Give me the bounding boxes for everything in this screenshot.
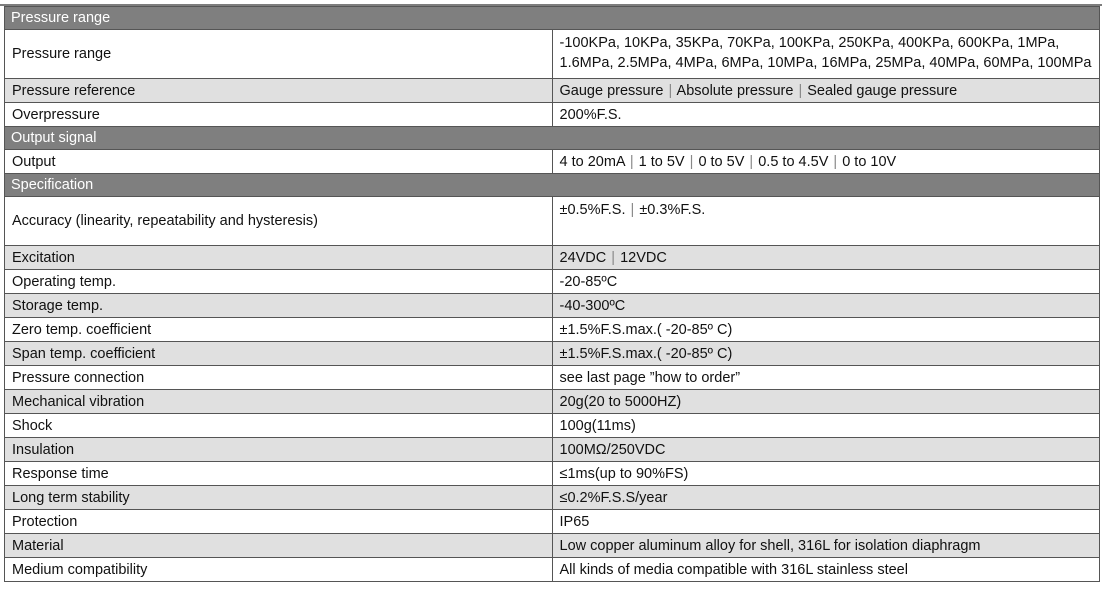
spec-value-cell (552, 558, 1100, 582)
spec-label: Shock (5, 414, 553, 438)
spec-row (5, 558, 1100, 582)
spec-value: IP65 (559, 513, 590, 530)
value-separator: | (629, 153, 634, 170)
spec-label: Storage temp. (5, 294, 553, 318)
spec-value: -20-85ºC (559, 273, 618, 290)
value-separator: | (689, 153, 694, 170)
spec-row (5, 197, 1100, 246)
spec-label: Operating temp. (5, 270, 553, 294)
value-separator: | (630, 202, 635, 218)
value-separator: | (668, 82, 673, 99)
spec-value: ±0.3%F.S. (639, 202, 706, 218)
spec-row (5, 150, 1100, 174)
spec-value: 0 to 10V (842, 153, 897, 170)
spec-row (5, 486, 1100, 510)
spec-label: Long term stability (5, 486, 553, 510)
section-header-row (5, 127, 1100, 150)
spec-table (4, 6, 1100, 582)
spec-value: -100KPa, 10KPa, 35KPa, 70KPa, 100KPa, 250KPa, 400KPa, 600KPa, 1MPa, 1.6MPa, 2.5MPa, 4MPa, 6MPa, 10MPa, 16MPa, 25MPa, 40MPa, 60MPa, 100MPa (559, 35, 1092, 71)
spec-value: 24VDC (559, 249, 607, 266)
spec-label: Overpressure (5, 103, 553, 127)
spec-row (5, 510, 1100, 534)
spec-value-cell (552, 414, 1100, 438)
spec-value-cell (552, 390, 1100, 414)
spec-row (5, 438, 1100, 462)
section-title: Pressure range (5, 7, 1100, 30)
spec-value: All kinds of media compatible with 316L stainless steel (559, 561, 908, 578)
spec-value-cell (552, 366, 1100, 390)
spec-value-cell (552, 462, 1100, 486)
spec-label: Pressure reference (5, 79, 553, 103)
value-separator: | (798, 82, 803, 99)
spec-value: ≤0.2%F.S.S/year (559, 489, 668, 506)
spec-value-cell (552, 30, 1100, 79)
spec-value: ±1.5%F.S.max.( -20-85º C) (559, 345, 733, 362)
spec-value: 1 to 5V (638, 153, 685, 170)
spec-label: Mechanical vibration (5, 390, 553, 414)
spec-value: 4 to 20mA (559, 153, 625, 170)
spec-label: Medium compatibility (5, 558, 553, 582)
spec-value: 100MΩ/250VDC (559, 441, 666, 458)
spec-label: Insulation (5, 438, 553, 462)
spec-label: Pressure range (5, 30, 553, 79)
spec-value-cell (552, 486, 1100, 510)
spec-row (5, 103, 1100, 127)
spec-row (5, 534, 1100, 558)
spec-value: 20g(20 to 5000HZ) (559, 393, 682, 410)
spec-label: Span temp. coefficient (5, 342, 553, 366)
value-separator: | (833, 153, 838, 170)
spec-value: 0.5 to 4.5V (758, 153, 829, 170)
spec-value-cell (552, 438, 1100, 462)
spec-value: see last page ”how to order” (559, 369, 741, 386)
spec-value-cell (552, 318, 1100, 342)
section-header-row (5, 174, 1100, 197)
spec-label: Protection (5, 510, 553, 534)
value-separator: | (611, 249, 616, 266)
spec-value: ±1.5%F.S.max.( -20-85º C) (559, 321, 733, 338)
spec-value-cell (552, 294, 1100, 318)
spec-value: 12VDC (620, 249, 667, 266)
spec-value-cell (552, 79, 1100, 103)
spec-value-cell (552, 510, 1100, 534)
spec-value-cell (552, 246, 1100, 270)
value-separator: | (749, 153, 754, 170)
spec-value: 100g(11ms) (559, 417, 636, 434)
spec-value: ≤1ms(up to 90%FS) (559, 465, 689, 482)
spec-value: 0 to 5V (698, 153, 745, 170)
spec-value-cell (552, 150, 1100, 174)
spec-label: Excitation (5, 246, 553, 270)
spec-value: Gauge pressure (559, 82, 664, 99)
spec-label: Response time (5, 462, 553, 486)
spec-value: Low copper aluminum alloy for shell, 316L for isolation diaphragm (559, 537, 981, 554)
spec-row (5, 270, 1100, 294)
spec-row (5, 294, 1100, 318)
spec-value: 200%F.S. (559, 106, 622, 123)
spec-value-cell (552, 342, 1100, 366)
section-title: Specification (5, 174, 1100, 197)
spec-row (5, 342, 1100, 366)
spec-row (5, 390, 1100, 414)
spec-value: -40-300ºC (559, 297, 626, 314)
spec-value-cell (552, 197, 1100, 246)
spec-value-cell (552, 534, 1100, 558)
spec-table-body (5, 7, 1100, 582)
spec-row (5, 366, 1100, 390)
spec-label: Zero temp. coefficient (5, 318, 553, 342)
spec-value-cell (552, 103, 1100, 127)
spec-value: Absolute pressure (676, 82, 794, 99)
spec-label: Output (5, 150, 553, 174)
section-title: Output signal (5, 127, 1100, 150)
spec-value: ±0.5%F.S. (559, 202, 626, 218)
spec-label: Accuracy (linearity, repeatability and hysteresis) (5, 197, 553, 246)
spec-label: Pressure connection (5, 366, 553, 390)
spec-row (5, 30, 1100, 79)
spec-row (5, 246, 1100, 270)
spec-value: Sealed gauge pressure (807, 82, 958, 99)
spec-row (5, 462, 1100, 486)
spec-row (5, 79, 1100, 103)
section-header-row (5, 7, 1100, 30)
spec-row (5, 318, 1100, 342)
spec-row (5, 414, 1100, 438)
spec-value-cell (552, 270, 1100, 294)
spec-label: Material (5, 534, 553, 558)
